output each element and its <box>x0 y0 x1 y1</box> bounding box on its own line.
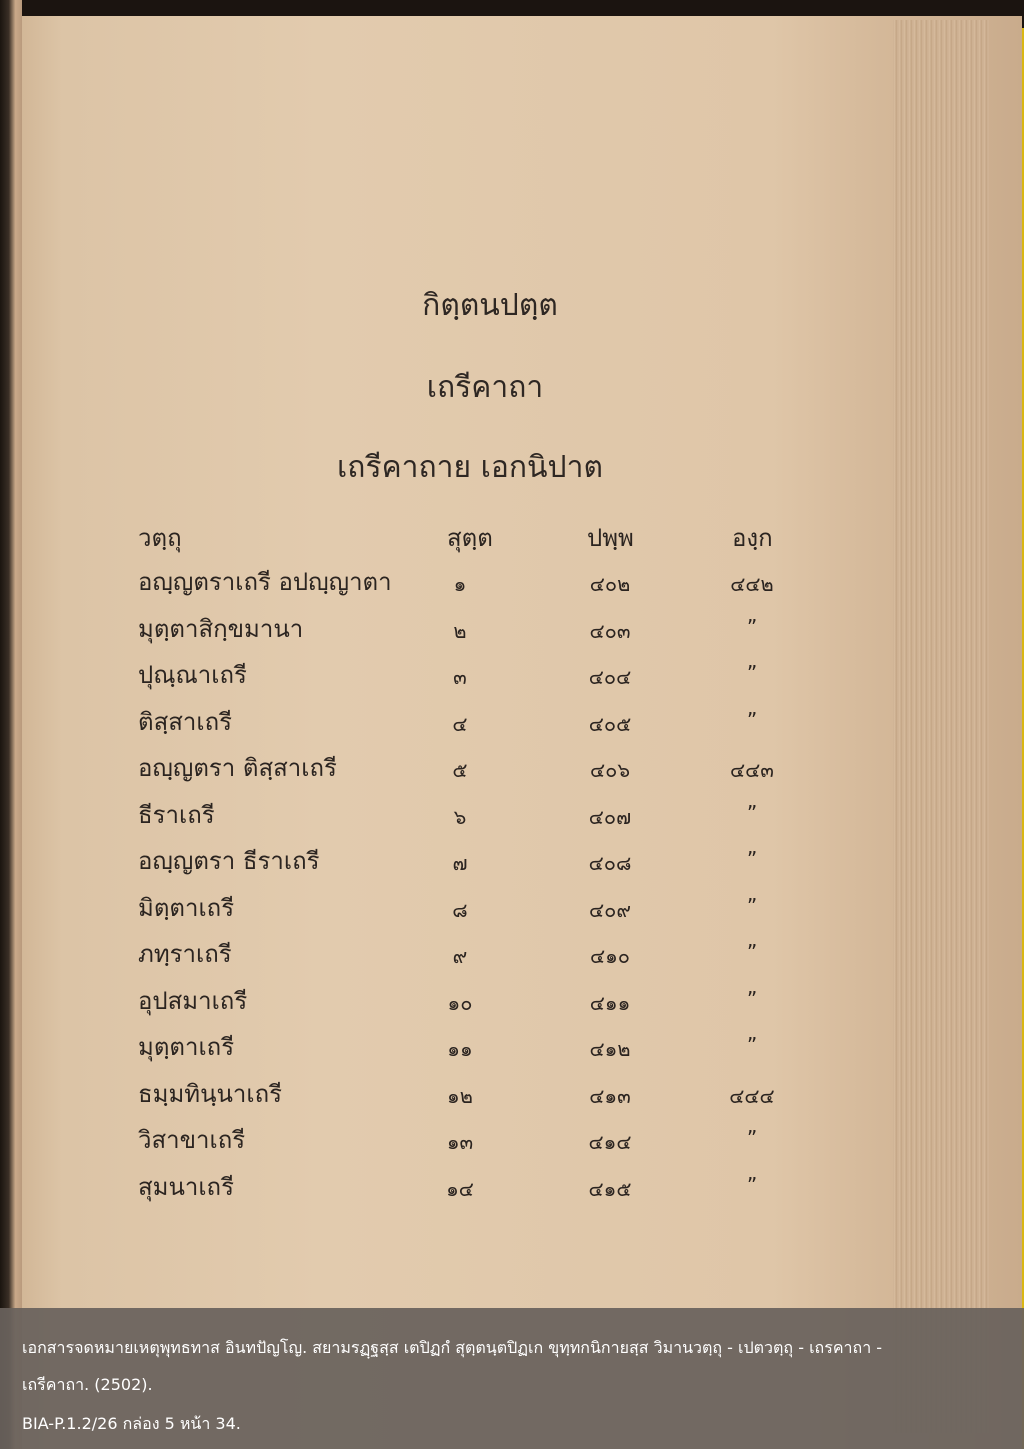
row-sutta: ๘ <box>452 897 468 922</box>
section-title: กิตฺตนปตฺต <box>422 288 558 323</box>
row-anga: ๔๔๒ <box>730 572 774 596</box>
row-anga: ” <box>746 1033 758 1057</box>
row-name: มุตฺตาสิกฺขมานา <box>138 614 304 643</box>
row-page: ๔๐๕ <box>588 711 632 736</box>
column-header-name: วตฺถุ <box>138 524 182 552</box>
row-anga: ” <box>746 661 758 685</box>
subtitle: เถรีคาถา <box>426 370 544 405</box>
caption-citation: เอกสารจดหมายเหตุพุทธทาส อินทปัญโญ. สยามรฏฺฐสฺส เตปิฏกํ สุตฺตนฺตปิฏเก ขุทฺทกนิกายสฺส วิมานวตฺถุ - เปตวตฺถุ - เถรคาถา - <box>22 1338 883 1357</box>
row-page: ๔๐๗ <box>588 804 632 829</box>
chapter-title: เถรีคาถาย เอกนิปาต <box>337 450 603 485</box>
table-row <box>0 934 1024 980</box>
row-sutta: ๑๒ <box>447 1083 473 1108</box>
row-name: อญฺญตราเถรี อปญฺญาตา <box>138 568 392 596</box>
row-name: อญฺญตรา ติสฺสาเถรี <box>138 754 337 782</box>
row-sutta: ๖ <box>453 804 467 829</box>
row-anga: ” <box>746 800 758 825</box>
row-anga: ” <box>746 614 758 639</box>
row-sutta: ๒ <box>453 618 467 643</box>
row-name: มิตฺตาเถรี <box>138 893 235 922</box>
row-anga: ” <box>746 847 758 871</box>
row-sutta: ๑๑ <box>447 1037 473 1061</box>
row-anga: ” <box>746 940 758 964</box>
row-sutta: ๔ <box>452 711 468 736</box>
table-row <box>0 841 1024 887</box>
row-name: มุตฺตาเถรี <box>138 1033 235 1061</box>
table-row <box>0 795 1024 841</box>
row-sutta: ๑๓ <box>446 1130 474 1154</box>
caption-bar <box>0 1308 1024 1449</box>
table-row <box>0 702 1024 748</box>
row-sutta: ๑๔ <box>446 1176 474 1201</box>
table-row <box>0 748 1024 794</box>
row-sutta: ๕ <box>452 758 468 782</box>
row-anga: ” <box>746 893 758 918</box>
row-page: ๔๐๒ <box>589 572 631 596</box>
row-name: อุปสมาเถรี <box>138 986 248 1015</box>
row-name: ธมฺมทินฺนาเถรี <box>138 1079 283 1108</box>
row-page: ๔๐๓ <box>589 618 631 643</box>
row-name: อญฺญตรา ธีราเถรี <box>138 847 320 875</box>
row-page: ๔๑๐ <box>589 944 631 968</box>
table-row <box>0 655 1024 701</box>
row-page: ๔๑๑ <box>589 990 631 1015</box>
table-row <box>0 1167 1024 1213</box>
row-anga: ” <box>746 1126 758 1150</box>
row-name: ภทฺราเถรี <box>138 940 232 968</box>
row-anga: ๔๔๔ <box>729 1083 775 1108</box>
row-page: ๔๑๓ <box>589 1083 631 1108</box>
row-name: ปุณฺณาเถรี <box>138 661 247 689</box>
row-name: วิสาขาเถรี <box>138 1126 246 1154</box>
row-sutta: ๑ <box>453 572 467 596</box>
column-header-page: ปพฺพ <box>587 524 634 552</box>
row-sutta: ๙ <box>452 944 468 968</box>
row-page: ๔๑๕ <box>588 1176 632 1201</box>
caption-citation-continued: เถรีคาถา. (2502). <box>22 1375 153 1394</box>
row-anga: ” <box>746 1172 758 1197</box>
row-sutta: ๗ <box>452 851 468 875</box>
row-page: ๔๐๙ <box>589 897 631 922</box>
row-page: ๔๐๘ <box>588 851 632 875</box>
column-header-sutta: สุตฺต <box>447 524 493 552</box>
column-header-anga: องฺก <box>732 524 773 552</box>
row-name: ติสฺสาเถรี <box>138 707 232 736</box>
row-page: ๔๑๒ <box>589 1037 631 1061</box>
row-anga: ๔๔๓ <box>730 758 774 782</box>
row-sutta: ๑๐ <box>447 990 473 1015</box>
row-page: ๔๐๔ <box>588 665 632 689</box>
row-page: ๔๐๖ <box>589 758 631 782</box>
row-anga: ” <box>746 707 758 732</box>
row-name: สุมนาเถรี <box>138 1172 234 1201</box>
row-anga: ” <box>746 986 758 1011</box>
table-row <box>0 562 1024 608</box>
row-sutta: ๓ <box>453 665 467 689</box>
table-row <box>0 1120 1024 1166</box>
table-row <box>0 609 1024 655</box>
table-row <box>0 1027 1024 1073</box>
row-name: ธีราเถรี <box>138 800 215 829</box>
table-row <box>0 981 1024 1027</box>
table-row <box>0 1074 1024 1120</box>
row-page: ๔๑๔ <box>588 1130 632 1154</box>
table-row <box>0 888 1024 934</box>
caption-archive-id: BIA-P.1.2/26 กล่อง 5 หน้า 34. <box>22 1414 241 1433</box>
